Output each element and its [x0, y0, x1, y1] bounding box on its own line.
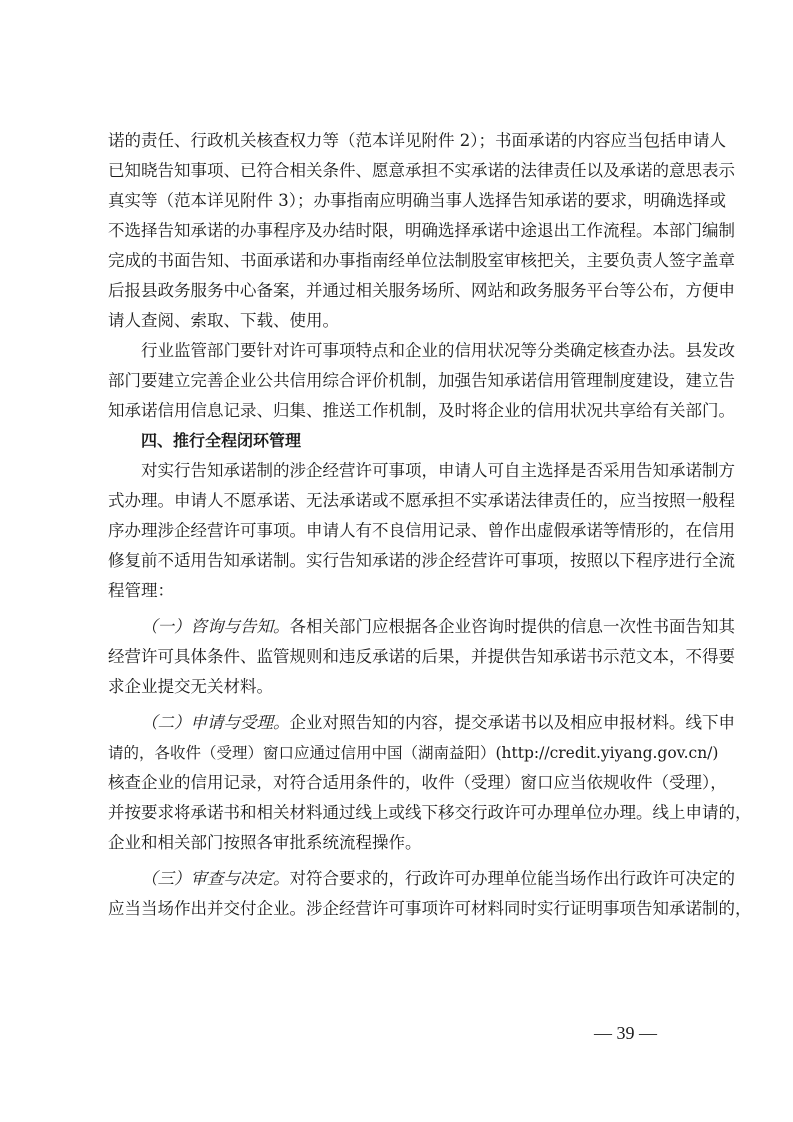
text-line: 知承诺信用信息记录、归集、推送工作机制，及时将企业的信用状况共享给有关部门。 — [108, 401, 735, 420]
text-line: 经营许可具体条件、监管规则和违反承诺的后果，并提供告知承诺书示范文本，不得要 — [108, 647, 735, 666]
page-number: — 39 — — [594, 1023, 657, 1043]
text-line: 行业监管部门要针对许可事项特点和企业的信用状况等分类确定核查办法。县发改 — [141, 341, 735, 360]
text-line: 对实行告知承诺制的涉企经营许可事项，申请人可自主选择是否采用告知承诺制方 — [141, 461, 735, 480]
text-line: 并按要求将承诺书和相关材料通过线上或线下移交行政许可办理单位办理。线上申请的， — [108, 803, 752, 822]
text-line: 完成的书面告知、书面承诺和办事指南经单位法制股室审核把关，主要负责人签字盖章 — [108, 251, 735, 270]
subsection-title: （二）申请与受理。 — [141, 713, 290, 732]
text-line: 核查企业的信用记录，对符合适用条件的，收件（受理）窗口应当依规收件（受理）， — [108, 773, 727, 792]
text-line — [141, 612, 735, 642]
text-line: 真实等（范本详见附件 3）；办事指南应明确当事人选择告知承诺的要求，明确选择或 — [108, 191, 726, 210]
text-line: 序办理涉企经营许可事项。申请人有不良信用记录、曾作出虚假承诺等情形的，在信用 — [108, 521, 735, 540]
section-heading: 四、推行全程闭环管理 — [141, 431, 302, 450]
text-span: 各相关部门应根据各企业咨询时提供的信息一次性书面告知其 — [289, 617, 735, 636]
text-line: 后报县政务服务中心备案，并通过相关服务场所、网站和政务服务平台等公布，方便申 — [108, 281, 735, 300]
text-line: 式办理。申请人不愿承诺、无法承诺或不愿承担不实承诺法律责任的，应当按照一般程 — [108, 491, 735, 510]
text-line — [141, 708, 735, 738]
text-line: 求企业提交无关材料。 — [108, 677, 273, 696]
text-span: 企业对照告知的内容，提交承诺书以及相应申报材料。线下申 — [289, 713, 735, 732]
text-line: 已知晓告知事项、已符合相关条件、愿意承担不实承诺的法律责任以及承诺的意思表示 — [108, 161, 735, 180]
text-line: 请的，各收件（受理）窗口应通过信用中国（湖南益阳）(http://credit.yiyang.gov.cn/) — [108, 744, 719, 762]
text-line: 修复前不适用告知承诺制。实行告知承诺的涉企经营许可事项，按照以下程序进行全流 — [108, 551, 735, 570]
text-line: 部门要建立完善企业公共信用综合评价机制，加强告知承诺信用管理制度建设，建立告 — [108, 371, 735, 390]
text-span: 对符合要求的，行政许可办理单位能当场作出行政许可决定的 — [289, 869, 735, 888]
subsection-title: （三）审查与决定。 — [141, 869, 290, 888]
text-line — [141, 864, 735, 894]
text-line: 不选择告知承诺的办事程序及办结时限，明确选择承诺中途退出工作流程。本部门编制 — [108, 221, 735, 240]
text-line: 应当当场作出并交付企业。涉企经营许可事项许可材料同时实行证明事项告知承诺制的， — [108, 899, 752, 918]
text-line: 请人查阅、索取、下载、使用。 — [108, 311, 339, 330]
text-line: 企业和相关部门按照各审批系统流程操作。 — [108, 833, 422, 852]
text-line: 诺的责任、行政机关核查权力等（范本详见附件 2）；书面承诺的内容应当包括申请人 — [108, 131, 726, 150]
text-line: 程管理： — [108, 581, 174, 600]
subsection-title: （一）咨询与告知。 — [141, 617, 290, 636]
